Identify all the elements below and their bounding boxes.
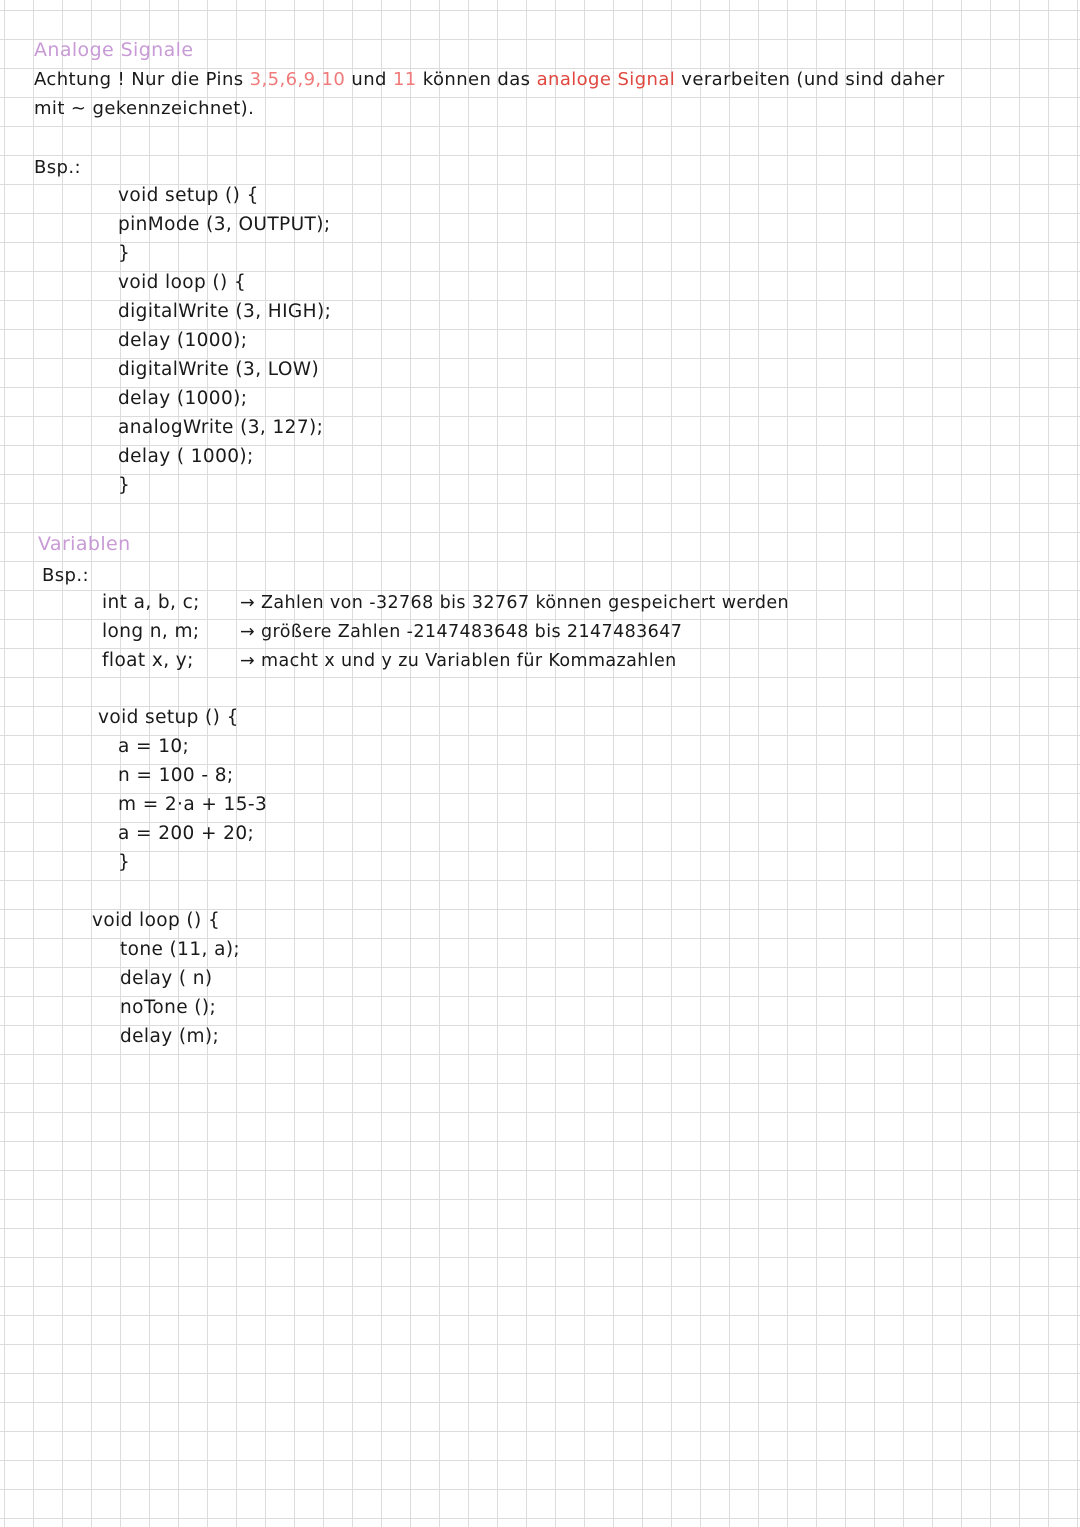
code-line: delay ( n) bbox=[120, 968, 213, 989]
code-line: delay ( 1000); bbox=[118, 446, 254, 467]
intro-text-2: und bbox=[345, 69, 393, 90]
code-line: pinMode (3, OUTPUT); bbox=[118, 214, 331, 235]
declaration-code: int a, b, c; bbox=[102, 592, 200, 613]
code-line: m = 2·a + 15-3 bbox=[118, 794, 268, 815]
code-line: void setup () { bbox=[118, 185, 259, 206]
code-line: a = 200 + 20; bbox=[118, 823, 255, 844]
declaration-note: → größere Zahlen -2147483648 bis 2147483647 bbox=[240, 622, 683, 642]
code-line: delay (1000); bbox=[118, 388, 248, 409]
intro-line-2: mit ~ gekennzeichnet). bbox=[34, 98, 255, 119]
code-line: digitalWrite (3, HIGH); bbox=[118, 301, 332, 322]
declaration-note: → macht x und y zu Variablen für Kommazahlen bbox=[240, 651, 677, 671]
code-line: } bbox=[118, 243, 131, 264]
example-label-1: Bsp.: bbox=[34, 157, 81, 178]
code-line: tone (11, a); bbox=[120, 939, 241, 960]
code-line: a = 10; bbox=[118, 736, 190, 757]
declaration-code: float x, y; bbox=[102, 650, 194, 671]
code-line: digitalWrite (3, LOW) bbox=[118, 359, 320, 380]
intro-line-1 bbox=[34, 69, 945, 91]
code-line: void loop () { bbox=[92, 910, 221, 931]
intro-text-4: verarbeiten (und sind daher bbox=[675, 69, 945, 90]
intro-text-3: können das bbox=[416, 69, 537, 90]
section-heading-analoge-signale: Analoge Signale bbox=[34, 39, 194, 61]
code-line: analogWrite (3, 127); bbox=[118, 417, 324, 438]
example-label-2: Bsp.: bbox=[42, 565, 89, 586]
code-line: delay (1000); bbox=[118, 330, 248, 351]
code-line: noTone (); bbox=[120, 997, 217, 1018]
code-line: } bbox=[118, 852, 131, 873]
declaration-code: long n, m; bbox=[102, 621, 200, 642]
pin-11: 11 bbox=[392, 69, 417, 90]
section-heading-variablen: Variablen bbox=[38, 533, 131, 555]
code-line: void loop () { bbox=[118, 272, 247, 293]
analog-signal-highlight: analoge Signal bbox=[536, 69, 676, 90]
code-line: void setup () { bbox=[98, 707, 239, 728]
code-line: } bbox=[118, 475, 131, 496]
code-line: n = 100 - 8; bbox=[118, 765, 234, 786]
declaration-note: → Zahlen von -32768 bis 32767 können gespeichert werden bbox=[240, 593, 790, 613]
pin-list: 3,5,6,9,10 bbox=[249, 69, 346, 90]
code-line: delay (m); bbox=[120, 1026, 220, 1047]
intro-text-1: Achtung ! Nur die Pins bbox=[34, 69, 250, 90]
